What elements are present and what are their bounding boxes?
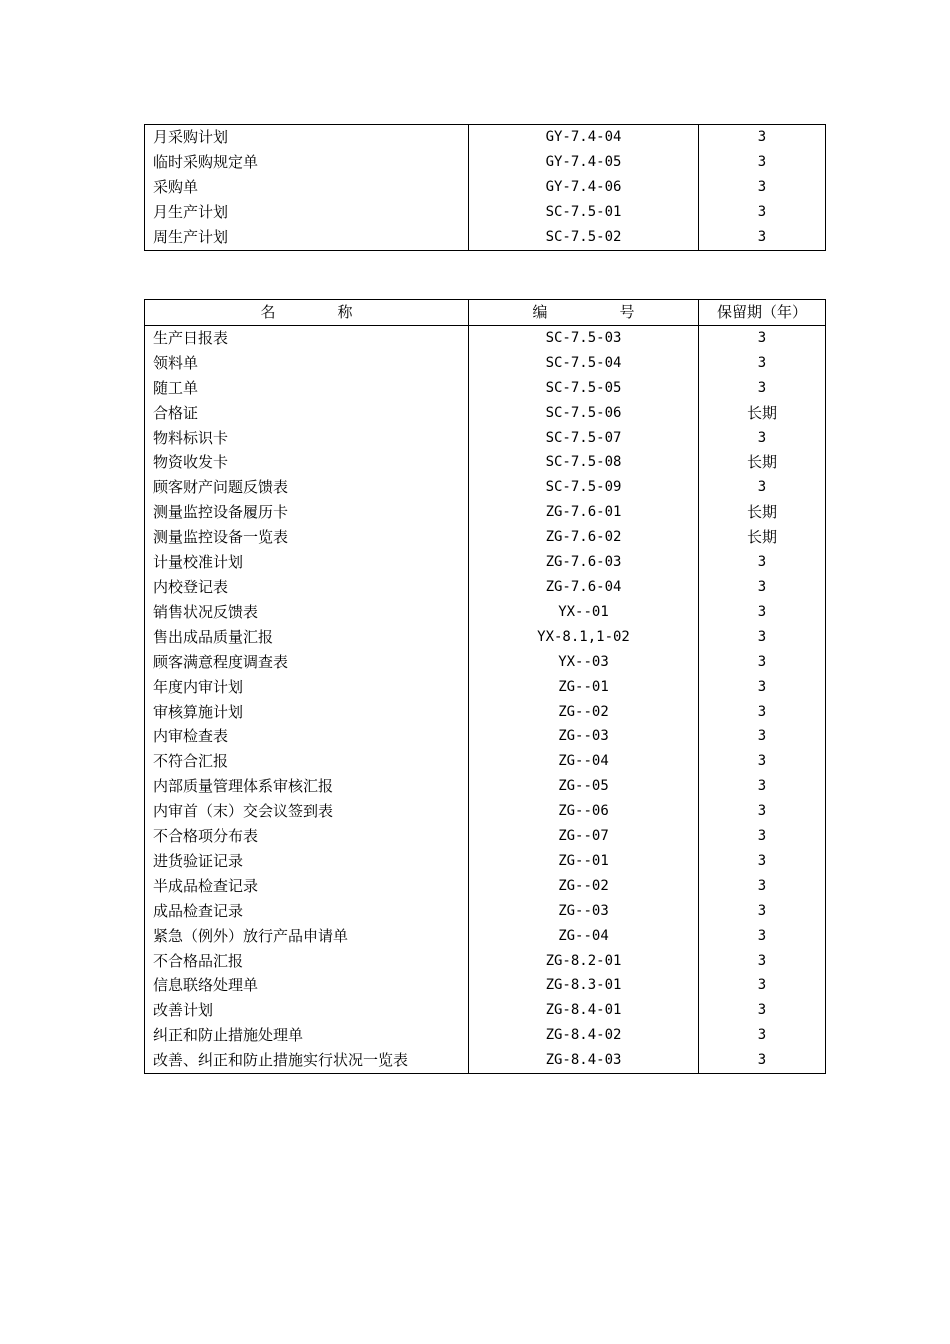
record-code: ZG-7.6-01 [469, 500, 699, 525]
record-code: ZG-8.3-01 [469, 973, 699, 998]
record-code: SC-7.5-04 [469, 351, 699, 376]
table-row [145, 1023, 826, 1048]
record-code: YX--01 [469, 600, 699, 625]
record-name: 半成品检查记录 [145, 874, 469, 899]
record-name: 顾客满意程度调查表 [145, 650, 469, 675]
table-row [145, 351, 826, 376]
record-retention: 3 [757, 429, 767, 446]
record-retention: 3 [757, 927, 767, 944]
record-retention: 3 [757, 1027, 767, 1044]
record-code: ZG-8.4-01 [469, 998, 699, 1023]
record-retention: 3 [757, 628, 767, 645]
record-name: 临时采购规定单 [145, 150, 469, 175]
record-retention: 3 [757, 828, 767, 845]
record-name: 测量监控设备一览表 [145, 525, 469, 550]
record-name: 售出成品质量汇报 [145, 625, 469, 650]
record-retention: 3 [757, 1002, 767, 1019]
record-retention: 3 [757, 877, 767, 894]
table-row [145, 998, 826, 1023]
table-row [145, 175, 826, 200]
record-retention: 3 [757, 329, 767, 346]
record-code: ZG--04 [469, 749, 699, 774]
table-row [145, 150, 826, 175]
header-name-part-b: 称 [337, 303, 353, 321]
record-name: 顾客财产问题反馈表 [145, 475, 469, 500]
table-row [145, 450, 826, 475]
record-retention: 3 [757, 178, 767, 195]
table-row [145, 774, 826, 799]
record-code: SC-7.5-09 [469, 475, 699, 500]
record-name: 纠正和防止措施处理单 [145, 1023, 469, 1048]
record-code: YX--03 [469, 650, 699, 675]
table-row [145, 874, 826, 899]
table-row [145, 550, 826, 575]
table-row [145, 899, 826, 924]
record-code: SC-7.5-03 [469, 325, 699, 350]
record-code: ZG--03 [469, 724, 699, 749]
record-code: SC-7.5-07 [469, 426, 699, 451]
header-row [145, 300, 826, 326]
record-code: SC-7.5-01 [469, 200, 699, 225]
record-name: 信息联络处理单 [145, 973, 469, 998]
header-retention: 保留期（年） [699, 300, 826, 326]
record-name: 改善、纠正和防止措施实行状况一览表 [145, 1048, 469, 1073]
record-retention: 3 [757, 379, 767, 396]
record-name: 改善计划 [145, 998, 469, 1023]
table-row [145, 799, 826, 824]
record-code: ZG-8.2-01 [469, 949, 699, 974]
header-name-part-a: 名 [260, 303, 276, 321]
table-row [145, 475, 826, 500]
record-name: 进货验证记录 [145, 849, 469, 874]
table-row [145, 376, 826, 401]
record-code: SC-7.5-08 [469, 450, 699, 475]
table-row [145, 749, 826, 774]
record-name: 计量校准计划 [145, 550, 469, 575]
record-code: ZG--04 [469, 924, 699, 949]
record-code: ZG--07 [469, 824, 699, 849]
record-name: 随工单 [145, 376, 469, 401]
record-retention: 长期 [746, 503, 777, 522]
table-row [145, 700, 826, 725]
record-code: ZG-7.6-03 [469, 550, 699, 575]
header-code-part-a: 编 [532, 303, 548, 321]
table-row [145, 924, 826, 949]
record-code: ZG-7.6-04 [469, 575, 699, 600]
record-retention: 3 [757, 1052, 767, 1069]
table-row [145, 200, 826, 225]
record-retention: 3 [757, 703, 767, 720]
record-name: 内审首（末）交会议签到表 [145, 799, 469, 824]
record-name: 不合格品汇报 [145, 949, 469, 974]
table-row [145, 949, 826, 974]
record-retention: 3 [757, 479, 767, 496]
record-name: 不合格项分布表 [145, 824, 469, 849]
record-name: 内部质量管理体系审核汇报 [145, 774, 469, 799]
record-retention: 3 [757, 803, 767, 820]
record-retention: 3 [757, 228, 767, 245]
record-retention: 长期 [746, 528, 777, 547]
table-row [145, 724, 826, 749]
record-name: 成品检查记录 [145, 899, 469, 924]
record-retention: 3 [757, 653, 767, 670]
record-code: ZG--01 [469, 675, 699, 700]
record-code: SC-7.5-05 [469, 376, 699, 401]
table-row [145, 426, 826, 451]
record-code: ZG-8.4-03 [469, 1048, 699, 1073]
record-code: GY-7.4-04 [469, 125, 699, 150]
record-retention: 3 [757, 977, 767, 994]
record-retention: 3 [757, 952, 767, 969]
record-retention: 长期 [746, 453, 777, 472]
record-retention: 3 [757, 852, 767, 869]
record-code: SC-7.5-06 [469, 401, 699, 426]
table-row [145, 625, 826, 650]
record-name: 物资收发卡 [145, 450, 469, 475]
record-name: 月生产计划 [145, 200, 469, 225]
record-retention: 3 [757, 554, 767, 571]
record-name: 审核算施计划 [145, 700, 469, 725]
record-code: ZG--06 [469, 799, 699, 824]
record-retention: 3 [757, 753, 767, 770]
table-row [145, 401, 826, 426]
records-table-body [145, 325, 826, 1073]
record-retention: 3 [757, 728, 767, 745]
record-retention: 3 [757, 153, 767, 170]
record-code: ZG--05 [469, 774, 699, 799]
record-retention: 3 [757, 603, 767, 620]
record-code: GY-7.4-06 [469, 175, 699, 200]
record-retention: 3 [757, 129, 767, 145]
table-row [145, 849, 826, 874]
record-code: ZG--02 [469, 700, 699, 725]
record-name: 销售状况反馈表 [145, 600, 469, 625]
record-name: 不符合汇报 [145, 749, 469, 774]
record-code: ZG--01 [469, 849, 699, 874]
record-code: ZG--03 [469, 899, 699, 924]
records-table-continued-body [145, 125, 826, 251]
table-row [145, 1048, 826, 1073]
header-code-part-b: 号 [619, 303, 635, 321]
record-retention: 3 [757, 203, 767, 220]
record-name: 年度内审计划 [145, 675, 469, 700]
record-code: SC-7.5-02 [469, 225, 699, 250]
record-retention: 3 [757, 778, 767, 795]
record-name: 内审检查表 [145, 724, 469, 749]
table-row [145, 225, 826, 250]
record-code: ZG--02 [469, 874, 699, 899]
record-retention: 3 [757, 902, 767, 919]
table-row [145, 973, 826, 998]
table-row [145, 525, 826, 550]
record-name: 领料单 [145, 351, 469, 376]
records-table-header [145, 300, 826, 326]
record-code: ZG-7.6-02 [469, 525, 699, 550]
header-code [469, 300, 699, 326]
record-name: 物料标识卡 [145, 426, 469, 451]
records-table [144, 299, 826, 1074]
record-name: 月采购计划 [145, 125, 469, 150]
table-row [145, 600, 826, 625]
table-row [145, 824, 826, 849]
records-table-continued [144, 124, 826, 251]
record-name: 生产日报表 [145, 325, 469, 350]
record-code: GY-7.4-05 [469, 150, 699, 175]
record-name: 紧急（例外）放行产品申请单 [145, 924, 469, 949]
table-row [145, 650, 826, 675]
record-code: YX-8.1,1-02 [469, 625, 699, 650]
record-retention: 长期 [746, 403, 777, 422]
record-name: 采购单 [145, 175, 469, 200]
record-name: 测量监控设备履历卡 [145, 500, 469, 525]
record-name: 内校登记表 [145, 575, 469, 600]
table-row [145, 675, 826, 700]
table-row [145, 125, 826, 150]
table-row [145, 325, 826, 350]
record-name: 合格证 [145, 401, 469, 426]
header-name [145, 300, 469, 326]
table-row [145, 500, 826, 525]
table-row [145, 575, 826, 600]
record-retention: 3 [757, 578, 767, 595]
record-name: 周生产计划 [145, 225, 469, 250]
record-code: ZG-8.4-02 [469, 1023, 699, 1048]
record-retention: 3 [757, 354, 767, 371]
record-retention: 3 [757, 678, 767, 695]
